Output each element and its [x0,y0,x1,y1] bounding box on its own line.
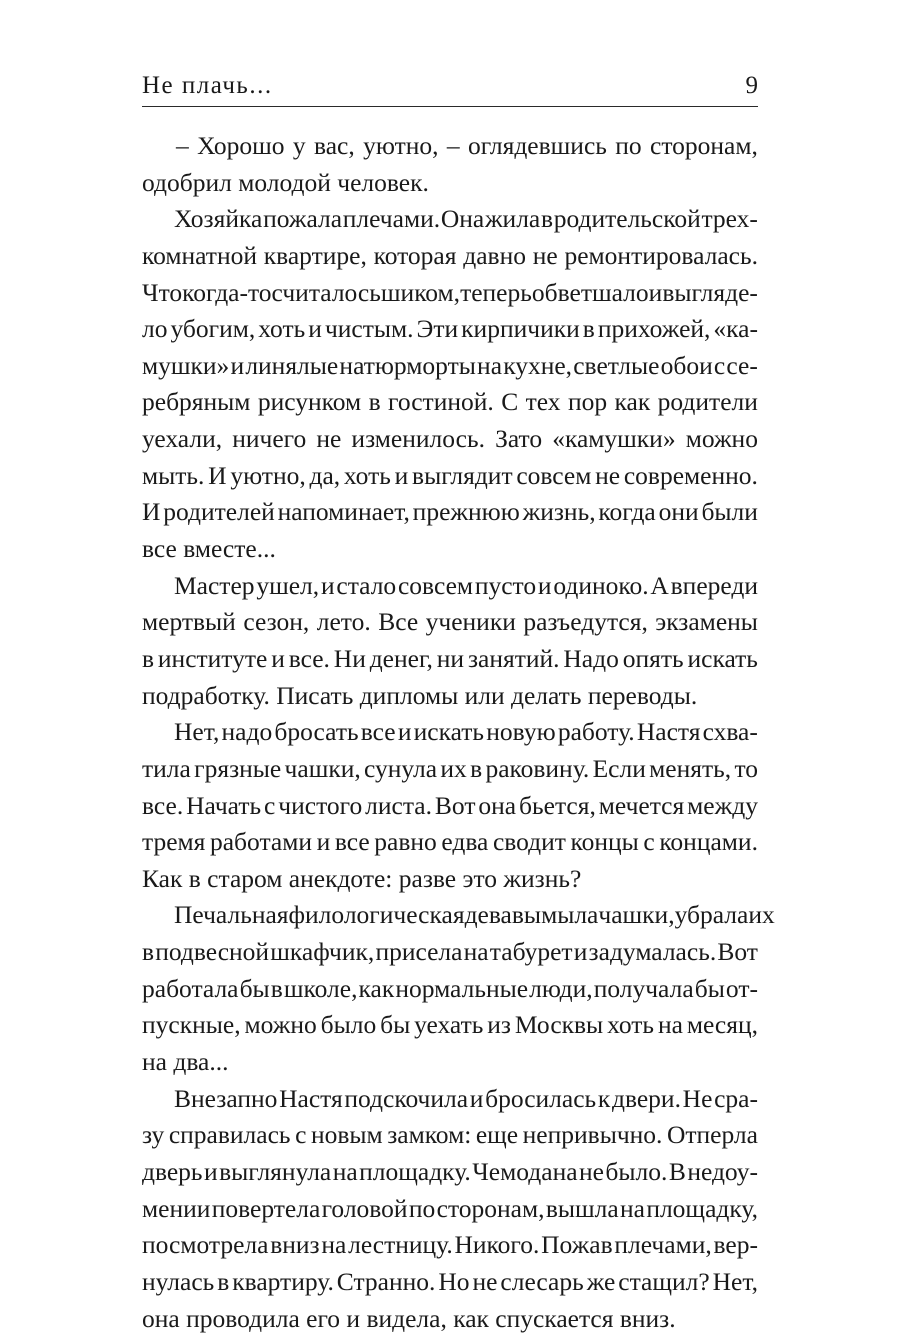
running-title: Не плачь... [142,70,273,102]
text-line: в институте и все. Ни денег, ни занятий. Надо опять искать [142,641,758,678]
text-line: зу справилась с новым замком: еще непривычно. Отперла [142,1117,758,1154]
text-line: мении повертела головой по сторонам, вышла на площадку, [142,1191,758,1228]
text-line: дверь и выглянула на площадку. Чемодана не было. В недоу- [142,1154,758,1191]
text-line: комнатной квартире, которая давно не ремонтировалась. [142,238,758,275]
text-line: мертвый сезон, лето. Все ученики разъедутся, экзамены [142,604,758,641]
text-line: все. Начать с чистого листа. Вот она бьется, мечется между [142,788,758,825]
text-line: работала бы в школе, как нормальные люди, получала бы от- [142,971,758,1008]
text-line: мыть. И уютно, да, хоть и выглядит совсем не современно. [142,458,758,495]
running-head [142,70,758,102]
text-line: уехали, ничего не изменилось. Зато «камушки» можно [142,421,758,458]
page-number: 9 [746,70,759,102]
text-line: мушки» и линялые натюрморты на кухне, светлые обои с се- [142,348,758,385]
text-line: пускные, можно было бы уехать из Москвы хоть на месяц, [142,1007,758,1044]
text-line: ло убогим, хоть и чистым. Эти кирпичики в прихожей, «ка- [142,311,758,348]
text-line: Печальная филологическая дева вымыла чашки, убрала их [142,897,758,934]
text-line: И родителей напоминает, прежнюю жизнь, когда они были [142,494,758,531]
body-text [142,128,758,1337]
text-line: тила грязные чашки, сунула их в раковину. Если менять, то [142,751,758,788]
text-line: Хозяйка пожала плечами. Она жила в родительской трех- [142,201,758,238]
text-line: посмотрела вниз на лестницу. Никого. Пожав плечами, вер- [142,1227,758,1264]
header-divider [142,106,758,107]
text-line: одобрил молодой человек. [142,165,758,202]
text-line: она проводила его и видела, как спускается вниз. [142,1301,758,1337]
text-line: Как в старом анекдоте: разве это жизнь? [142,861,758,898]
text-line: Внезапно Настя подскочила и бросилась к двери. Не сра- [142,1081,758,1118]
text-line: тремя работами и все равно едва сводит концы с концами. [142,824,758,861]
text-line: – Хорошо у вас, уютно, – оглядевшись по сторонам, [142,128,758,165]
text-line: ребряным рисунком в гостиной. С тех пор как родители [142,384,758,421]
text-line: Мастер ушел, и стало совсем пусто и одиноко. А впереди [142,568,758,605]
text-line: в подвесной шкафчик, присела на табурет и задумалась. Вот [142,934,758,971]
text-line: все вместе... [142,531,758,568]
text-line: на два... [142,1044,758,1081]
text-line: Что когда-то считалось шиком, теперь обветшало и выгляде- [142,275,758,312]
text-line: подработку. Писать дипломы или делать переводы. [142,678,758,715]
text-line: нулась в квартиру. Странно. Но не слесарь же стащил? Нет, [142,1264,758,1301]
text-line: Нет, надо бросать все и искать новую работу. Настя схва- [142,714,758,751]
